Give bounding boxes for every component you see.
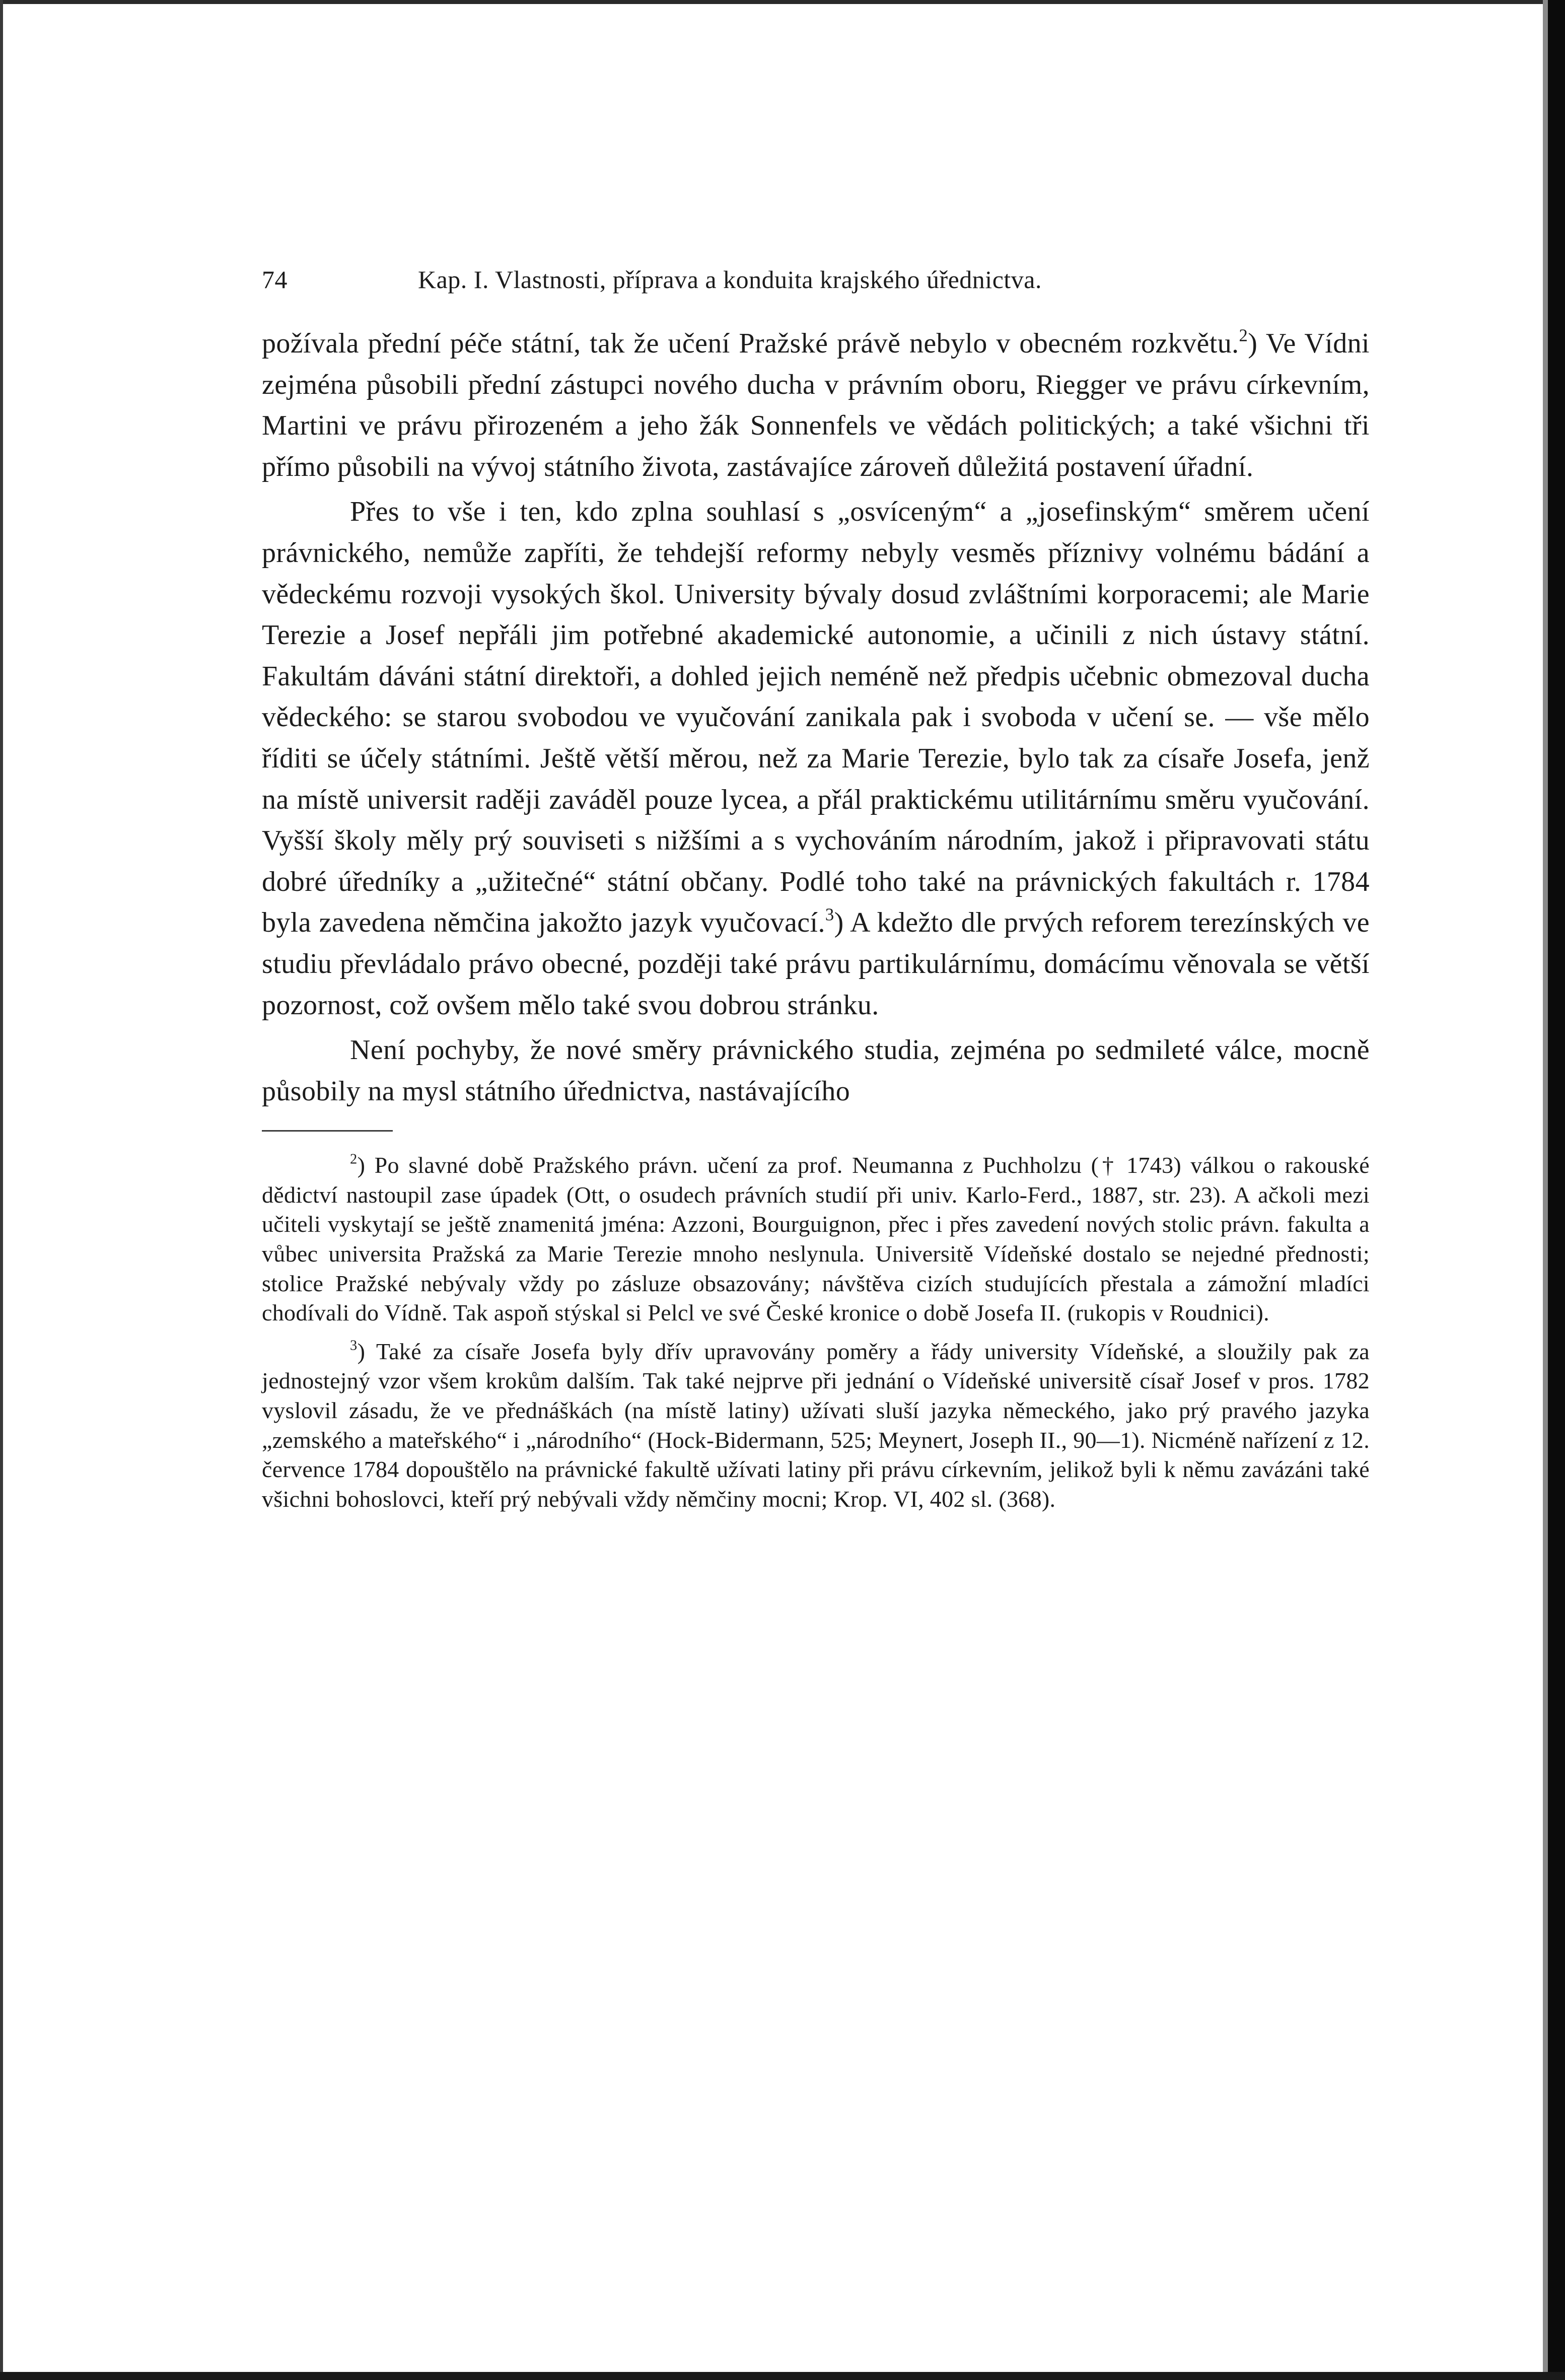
page-number: 74 <box>262 265 288 294</box>
paragraph-text: požívala přední péče státní, tak že učení Pražské právě nebylo v obecném rozkvětu. <box>262 328 1239 359</box>
footnote-marker: 3 <box>350 1338 358 1354</box>
paragraph-text: Přes to vše i ten, kdo zplna souhlasí s „osvíceným“ a „josefinským“ směrem učení právnického, nemůže zapříti, že tehdejší reformy nebyly vesměs příznivy volnému bádání a vědeckému rozvoji vysokých škol. University bývaly dosud zvláštními korporacemi; ale Marie Terezie a Josef nepřáli jim potřebné akademické autonomie, a učinili z nich ústavy státní. Fakultám dáváni státní direktoři, a dohled jejich neméně než předpis učebnic obmezoval ducha vědeckého: se starou svobodou ve vyučování zanikala pak i svoboda v učení se. — vše mělo říditi se účely státními. Ještě větší měrou, než za Marie Terezie, bylo tak za císaře Josefa, jenž na místě universit raději zaváděl pouze lycea, a přál praktickému utilitárnímu směru vyučování. Vyšší školy měly prý souviseti s nižšími a s vychováním národním, jakož i připravovati státu dobré úředníky a „užitečné“ státní občany. Podlé toho také na právnických fakultách r. 1784 byla zavedena němčina jakožto jazyk vyučovací. <box>262 496 1370 939</box>
scan-edge-top <box>0 0 1565 4</box>
scan-edge-right-shadow <box>1543 0 1548 2380</box>
paragraph <box>262 492 1370 1026</box>
scan-edge-left <box>0 0 3 2380</box>
footnote-text: Také za císaře Josefa byly dřív upravovány poměry a řády university Vídeňské, a sloužily pak za jednostejný vzor všem krokům dalším. Tak také nejprve při jednání o Vídeňské universitě císař Josef v pros. 1782 vyslovil zásadu, že ve přednáškách (na místě latiny) užívati sluší jazyka německého, jako prý pravého jazyka „zemského a mateřského“ i „národního“ (Hock-Bidermann, 525; Meynert, Joseph II., 90—1). Nicméně nařízení z 12. července 1784 dopouštělo na právnické fakultě užívati latiny při právu církevním, jelikož byli k němu zavázáni také všichni bohoslovci, kteří prý nebývali vždy němčiny mocni; Krop. VI, 402 sl. (368). <box>262 1338 1370 1512</box>
paragraph-text: ) Ve Vídni zejména působili přední zástupci nového ducha v právním oboru, Riegger ve právu církevním, Martini ve právu přirozeném a jeho žák Sonnenfels ve vědách politických; a také všichni tři přímo působili na vývoj státního života, zastávajíce zároveň důležitá postavení úřadní. <box>262 328 1370 482</box>
body-text <box>262 323 1370 1112</box>
page-header <box>262 262 1370 297</box>
paragraph <box>262 323 1370 487</box>
footnotes <box>262 1151 1370 1514</box>
paragraph-text: Není pochyby, že nové směry právnického studia, zejména po sedmileté válce, mocně působily na mysl státního úřednictva, nastávajícího <box>262 1034 1370 1107</box>
footnote: $^2$) Po slavné době Pražského právn. učení za prof. Neumanna z Puchholzu († 1743) válkou o rakouské dědictví nastoupil zase úpadek (Ott, o osudech právních studií při univ. Karlo-Ferd., 1887, str. 23). A ačkoli mezi učiteli vyskytají se ještě znamenitá jména: Azzoni, Bourguignon, přec i přes zavedení nových stolic právn. fakulta a vůbec universita Pražská za Marie Terezie mnoho neslynula. Universitě Vídeňské dostalo se nejedné přednosti; stolice Pražské nebývaly vždy po zásluze obsazovány; návštěva cizích studujících přestala a zámožní mladíci chodívali do Vídně. Tak aspoň stýskal si Pelcl ve své České kronice o době Josefa II. (rukopis v Roudnici). <box>262 1151 1370 1326</box>
paragraph-text: ) A kdežto dle prvých reforem terezínských ve studiu převládalo právo obecné, později také právu partikulárnímu, domácímu věnovala se větší pozornost, což ovšem mělo také svou dobrou stránku. <box>262 907 1370 1021</box>
footnote-separator <box>262 1130 393 1132</box>
footnote-reference: 3 <box>825 904 834 925</box>
footnote-reference: 2 <box>1239 325 1248 345</box>
scan-edge-right <box>1548 0 1565 2380</box>
footnote-marker: 2 <box>350 1151 358 1167</box>
footnote-text: Po slavné době Pražského právn. učení za prof. Neumanna z Puchholzu († 1743) válkou o rakouské dědictví nastoupil zase úpadek (Ott, o osudech právních studií při univ. Karlo-Ferd., 1887, str. 23). A ačkoli mezi učiteli vyskytají se ještě znamenitá jména: Azzoni, Bourguignon, přec i přes zavedení nových stolic právn. fakulta a vůbec universita Pražská za Marie Terezie mnoho neslynula. Universitě Vídeňské dostalo se nejedné přednosti; stolice Pražské nebývaly vždy po zásluze obsazovány; návštěva cizích studujících přestala a zámožní mladíci chodívali do Vídně. Tak aspoň stýskal si Pelcl ve své České kronice o době Josefa II. (rukopis v Roudnici). <box>262 1152 1370 1326</box>
paragraph <box>262 1030 1370 1112</box>
footnote: $^3$) Také za císaře Josefa byly dřív upravovány poměry a řády university Vídeňské, a sloužily pak za jednostejný vzor všem krokům dalším. Tak také nejprve při jednání o Vídeňské universitě císař Josef v pros. 1782 vyslovil zásadu, že ve přednáškách (na místě latiny) užívati sluší jazyka německého, jako prý pravého jazyka „zemského a mateřského“ i „národního“ (Hock-Bidermann, 525; Meynert, Joseph II., 90—1). Nicméně nařízení z 12. července 1784 dopouštělo na právnické fakultě užívati latiny při právu církevním, jelikož byli k němu zavázáni také všichni bohoslovci, kteří prý nebývali vždy němčiny mocni; Krop. VI, 402 sl. (368). <box>262 1338 1370 1512</box>
scan-edge-bottom <box>0 2372 1565 2380</box>
running-head: Kap. I. Vlastnosti, příprava a konduita krajského úřednictva. <box>418 265 1042 294</box>
book-page <box>262 262 1370 1514</box>
